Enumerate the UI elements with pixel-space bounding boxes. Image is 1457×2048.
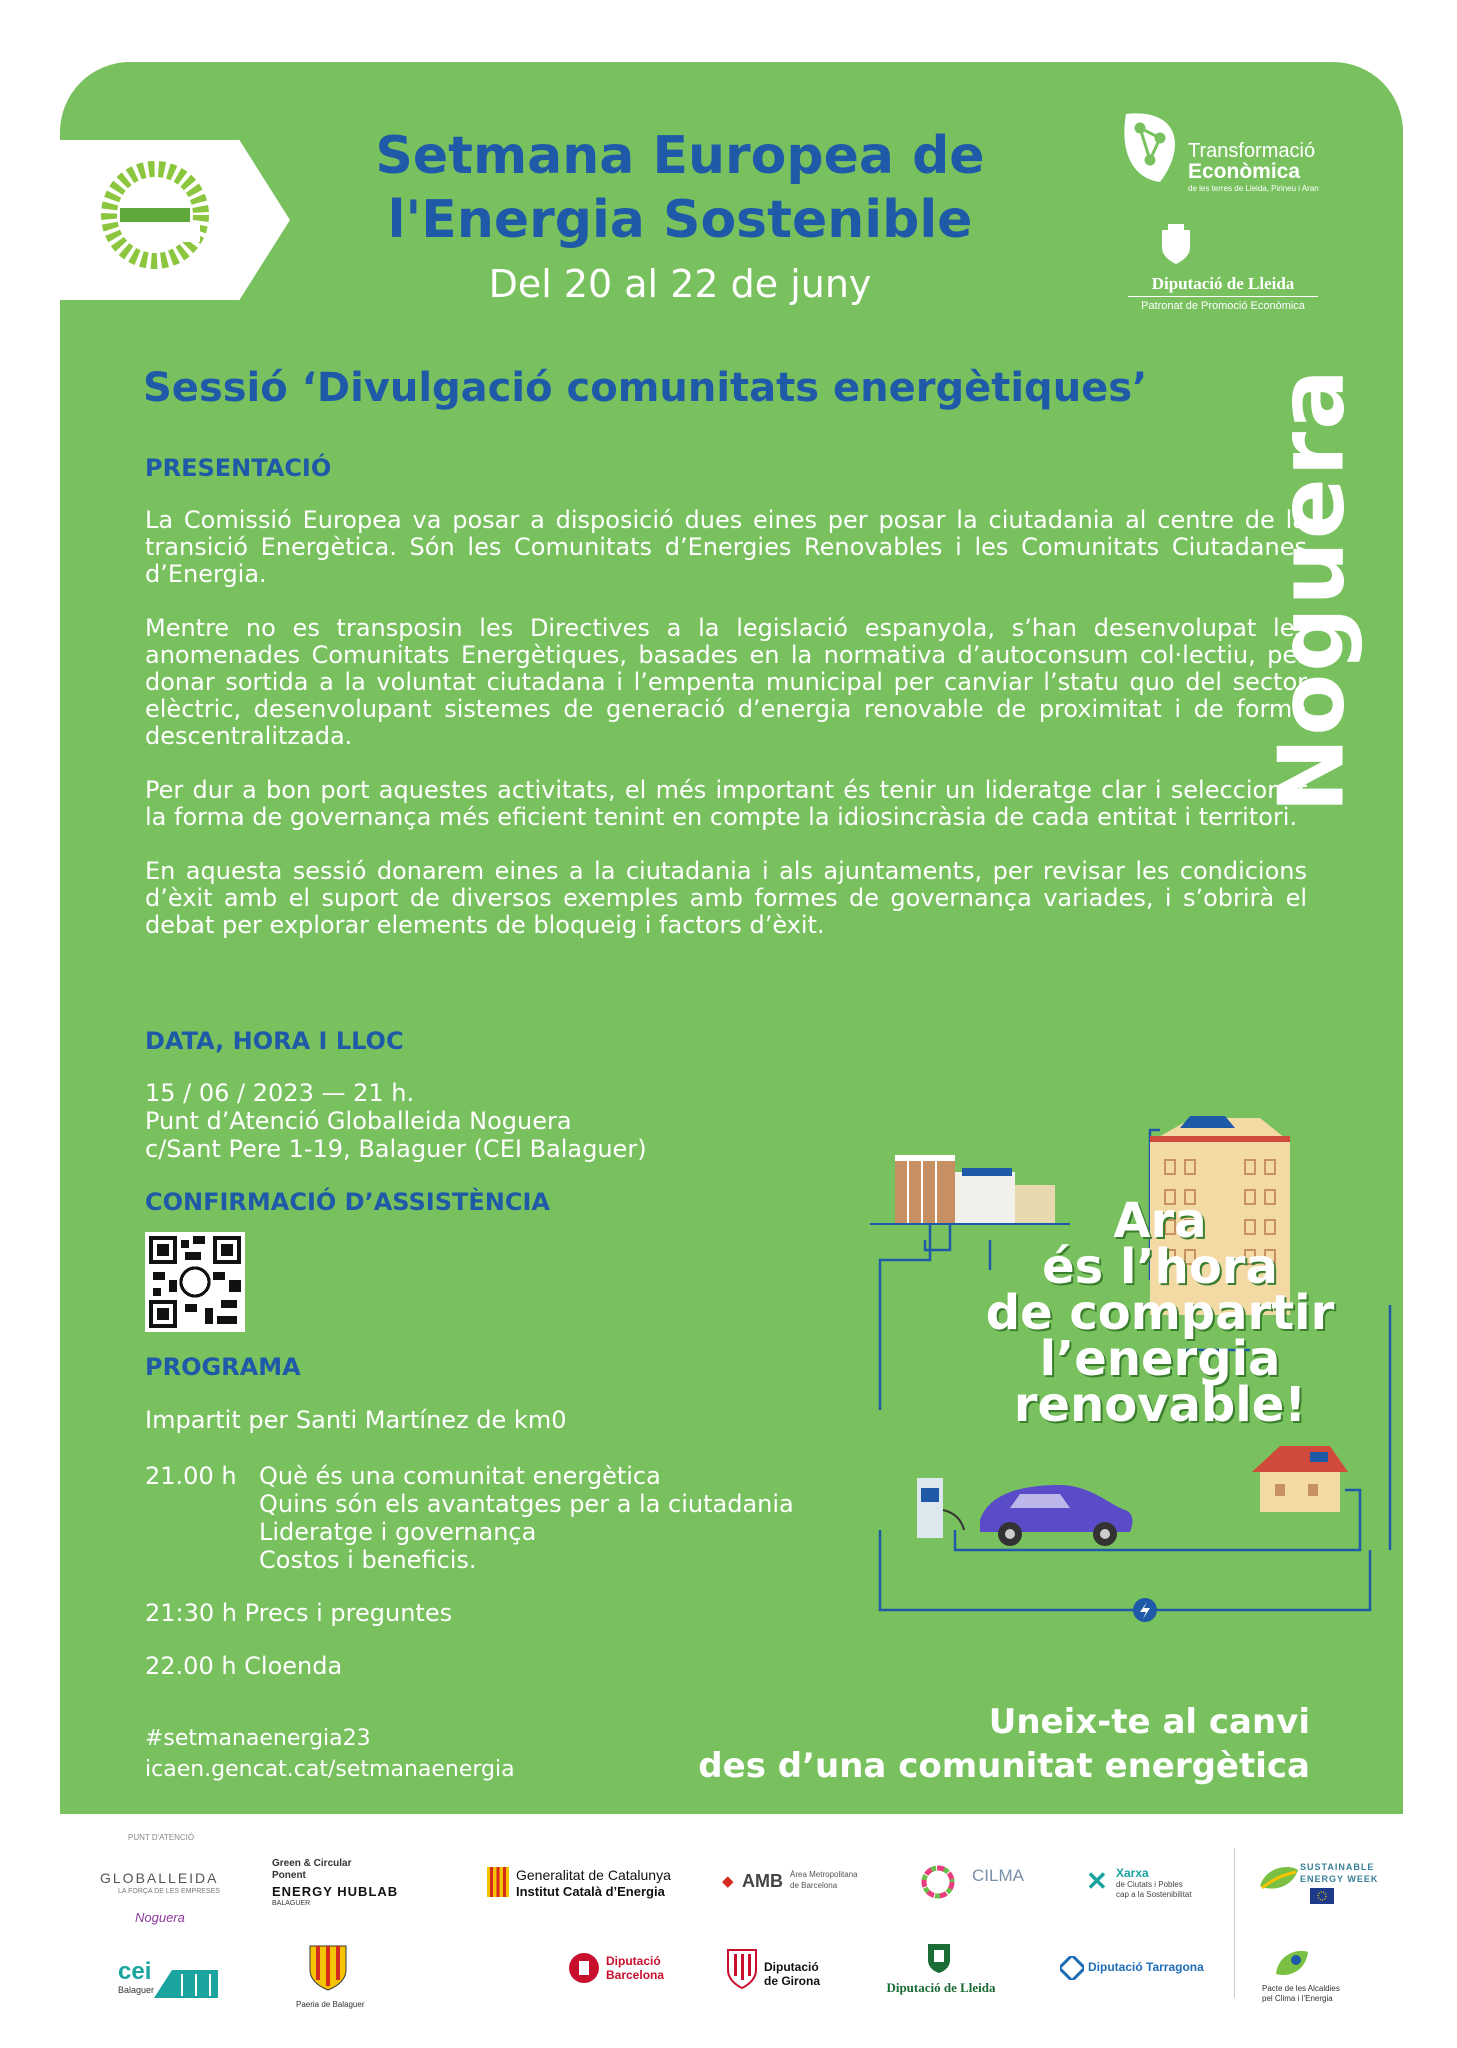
te-logo-line3: de les terres de Lleida, Pirineu i Aran bbox=[1188, 184, 1319, 193]
noguera-logo: Noguera bbox=[135, 1910, 185, 1925]
event-place: Punt d’Atenció Globalleida Noguera bbox=[145, 1107, 572, 1135]
dipg-shield-icon bbox=[725, 1946, 759, 1990]
xarxa-icon: ✕ bbox=[1086, 1866, 1108, 1896]
cilma-flower-icon bbox=[918, 1862, 970, 1902]
amb-sub2: de Barcelona bbox=[790, 1881, 838, 1890]
session-title: Sessió ‘Divulgació comunitats energètiques’ bbox=[143, 365, 1148, 411]
website-link[interactable]: icaen.gencat.cat/setmanaenergia bbox=[145, 1757, 515, 1782]
paragraph: En aquesta sessió donarem eines a la ciutadania i als ajuntaments, per revisar les condicions d’èxit amb el suport de diversos exemples amb formes de governança variades, i s’obrirà el debat per explorar elements de bloqueig i factors d’èxit. bbox=[145, 857, 1307, 939]
paragraph: Mentre no es transposin les Directives a la legislació espanyola, s’han desenvolupat les anomenades Comunitats Energètiques, basades en la normativa d’autoconsum col·lectiu, per donar sortida a la voluntat ciutadana i l’empenta municipal per canviar l’statu quo del sector elèctric, desenvolupant sistemes de generació d’energia renovable de proximitat i de forma descentralitzada. bbox=[145, 614, 1307, 750]
globalleida-sub: LA FORÇA DE LES EMPRESES bbox=[118, 1888, 220, 1895]
event-address: c/Sant Pere 1-19, Balaguer (CEI Balaguer) bbox=[145, 1135, 647, 1163]
dipb-icon bbox=[568, 1952, 600, 1984]
cei-building-icon bbox=[152, 1960, 222, 2000]
paeria-shield-icon bbox=[306, 1940, 350, 1992]
dipl-logo-sub: Patronat de Promoció Econòmica bbox=[1141, 300, 1305, 312]
dipl-footer-logo: Diputació de Lleida bbox=[886, 1980, 996, 1995]
generalitat-line2: Institut Català d’Energia bbox=[516, 1884, 665, 1899]
pacte-line1: Pacte de les Alcaldies bbox=[1262, 1984, 1340, 1993]
program-item: Costos i beneficis. bbox=[259, 1546, 477, 1574]
event-logo-icon bbox=[100, 160, 210, 270]
paragraph: La Comissió Europea va posar a disposició dues eines per posar la ciutadania al centre de la transició Energètica. Són les Comunitats d’Energies Renovables i les Comunitats Ciutadanes d’Energia. bbox=[145, 506, 1307, 588]
program-qa: 21:30 h Precs i preguntes bbox=[145, 1599, 453, 1627]
network-leaf-icon bbox=[1120, 108, 1186, 188]
generalitat-line1: Generalitat de Catalunya bbox=[516, 1867, 671, 1883]
dipb-line1: Diputació bbox=[606, 1954, 661, 1968]
senyera-icon bbox=[487, 1867, 509, 1897]
hublab-line4: BALAGUER bbox=[272, 1900, 311, 1907]
xarxa-line2: de Ciutats i Pobles bbox=[1116, 1880, 1183, 1889]
dipg-line1: Diputació bbox=[764, 1960, 819, 1974]
region-label: Noguera bbox=[1259, 367, 1365, 813]
pacte-line2: pel Clima i l’Energia bbox=[1262, 1994, 1333, 2003]
xarxa-line1: Xarxa bbox=[1116, 1866, 1149, 1880]
hublab-line3: ENERGY HUBLAB bbox=[272, 1884, 399, 1899]
rsvp-qr-code[interactable] bbox=[145, 1232, 245, 1332]
paeria-label: Paeria de Balaguer bbox=[296, 2000, 365, 2009]
sew-leaf-icon bbox=[1256, 1862, 1302, 1896]
te-logo-line1: Transformació bbox=[1188, 140, 1316, 162]
charging-station bbox=[917, 1478, 964, 1538]
globalleida-logo: GLOBALLEIDA bbox=[100, 1870, 219, 1886]
dipt-logo: Diputació Tarragona bbox=[1088, 1960, 1204, 1974]
punt-label: PUNT D'ATENCIÓ bbox=[128, 1833, 195, 1842]
dipb-line2: Barcelona bbox=[606, 1968, 665, 1982]
program-heading: PROGRAMA bbox=[145, 1353, 301, 1381]
program-item: Lideratge i governança bbox=[259, 1518, 537, 1546]
join-tagline: Uneix-te al canvi des d’una comunitat energètica bbox=[698, 1702, 1310, 1786]
small-house bbox=[1252, 1446, 1348, 1512]
sew-line1: SUSTAINABLE bbox=[1300, 1862, 1375, 1872]
presentation-text bbox=[145, 507, 1307, 966]
slogan: Ara és l’hora de compartir l’energia renovable! bbox=[985, 1193, 1335, 1433]
sew-line2: ENERGY WEEK bbox=[1300, 1874, 1379, 1884]
program-close: 22.00 h Cloenda bbox=[145, 1652, 343, 1680]
xarxa-line3: cap a la Sostenibilitat bbox=[1116, 1890, 1192, 1899]
event-datetime: 15 / 06 / 2023 — 21 h. bbox=[145, 1079, 415, 1107]
pacte-leaf-icon bbox=[1272, 1946, 1312, 1980]
hashtag: #setmanaenergia23 bbox=[145, 1726, 371, 1751]
electric-car bbox=[980, 1485, 1132, 1546]
event-dates: Del 20 al 22 de juny bbox=[488, 262, 872, 306]
program-time: 21.00 h bbox=[145, 1462, 237, 1490]
amb-logo: AMB bbox=[742, 1871, 783, 1891]
cei-logo: cei bbox=[118, 1958, 152, 1985]
program-item: Què és una comunitat energètica bbox=[259, 1462, 661, 1490]
amb-sub1: Àrea Metropolitana bbox=[790, 1870, 858, 1879]
eu-flag-icon bbox=[1310, 1888, 1334, 1904]
dipg-line2: de Girona bbox=[764, 1974, 821, 1988]
rsvp-heading: CONFIRMACIÓ D’ASSISTÈNCIA bbox=[145, 1188, 550, 1216]
cilma-logo: CILMA bbox=[972, 1866, 1024, 1885]
sponsor-divider bbox=[1234, 1848, 1235, 1998]
dipl-logo-name: Diputació de Lleida bbox=[1151, 274, 1295, 293]
amb-icon: ◆ bbox=[722, 1873, 734, 1890]
presentation-heading: PRESENTACIÓ bbox=[145, 454, 332, 482]
program-speaker: Impartit per Santi Martínez de km0 bbox=[145, 1406, 567, 1434]
program-item: Quins són els avantatges per a la ciutadania bbox=[259, 1490, 794, 1518]
dipl-logo-divider bbox=[1128, 296, 1318, 297]
hublab-line1: Green & Circular bbox=[272, 1858, 352, 1869]
hublab-line2: Ponent bbox=[272, 1870, 306, 1881]
cei-sub: Balaguer bbox=[118, 1985, 155, 1995]
dipt-icon bbox=[1060, 1956, 1084, 1980]
paragraph: Per dur a bon port aquestes activitats, el més important és tenir un lideratge clar i seleccionar la forma de governança més eficient tenint en compte la idiosincràsia de cada entitat i territori. bbox=[145, 776, 1307, 831]
event-title: Setmana Europea de l'Energia Sostenible bbox=[375, 126, 985, 250]
when-heading: DATA, HORA I LLOC bbox=[145, 1027, 404, 1055]
coat-of-arms-icon bbox=[1158, 222, 1194, 266]
te-logo-line2: Econòmica bbox=[1188, 160, 1301, 183]
dipl-shield-icon bbox=[926, 1940, 952, 1974]
